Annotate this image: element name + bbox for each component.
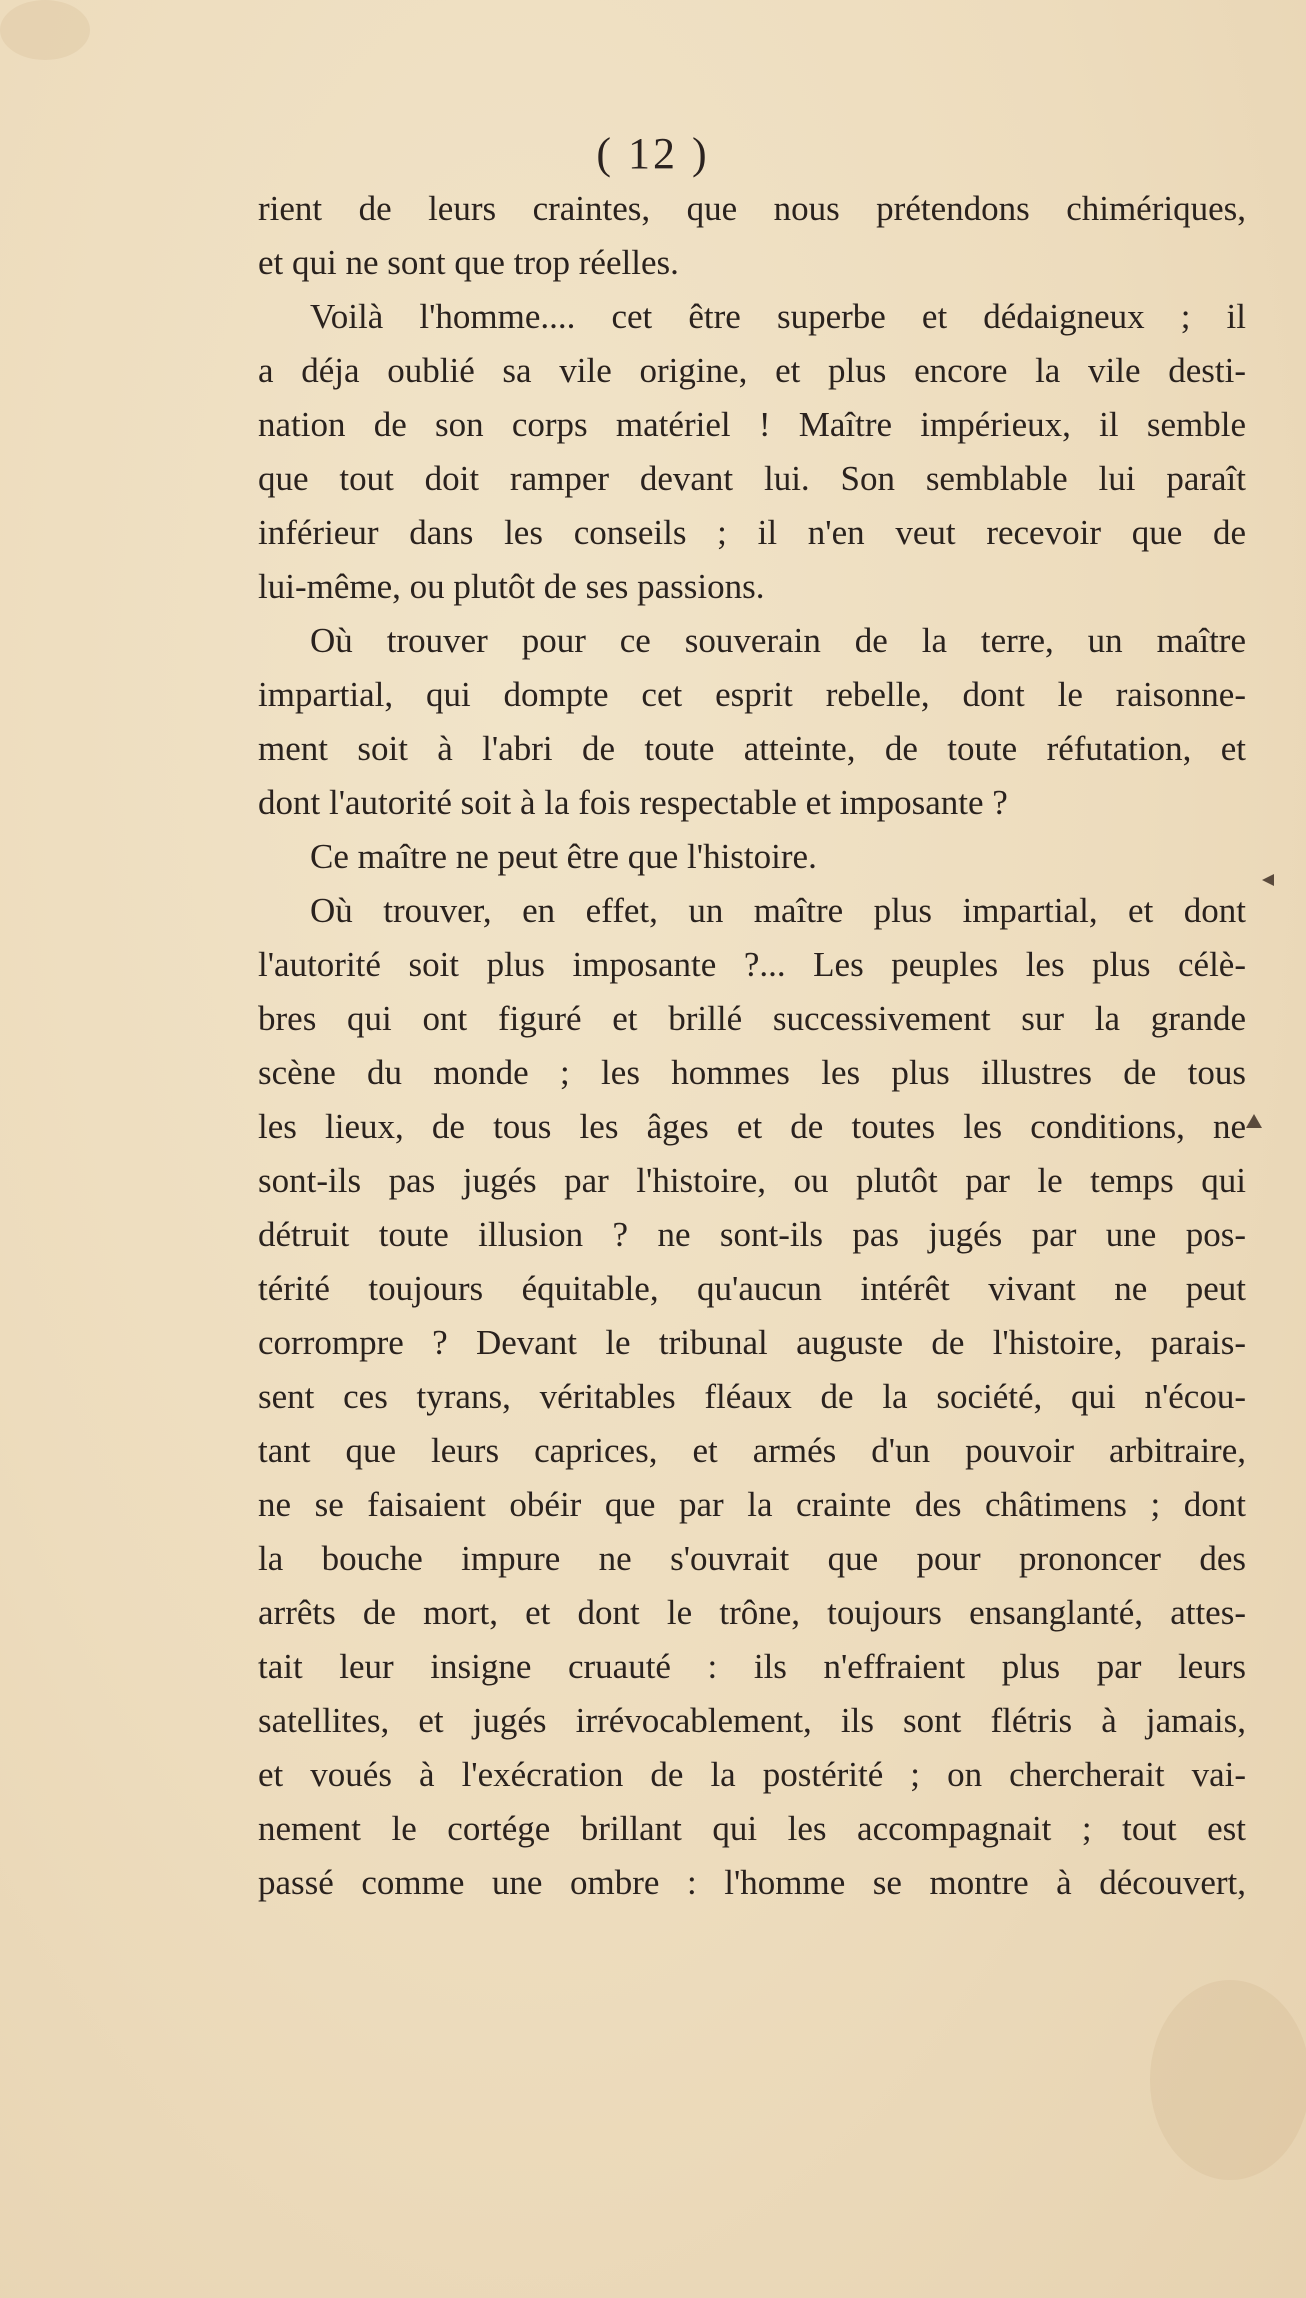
text-line: nation de son corps matériel ! Maître impérieux, il semble (258, 405, 1246, 444)
text-line: sont-ils pas jugés par l'histoire, ou plutôt par le temps qui (258, 1161, 1246, 1200)
text-line: Ce maître ne peut être que l'histoire. (310, 837, 817, 876)
text-line: a déja oublié sa vile origine, et plus encore la vile desti- (258, 351, 1246, 390)
text-line: tait leur insigne cruauté : ils n'effraient plus par leurs (258, 1647, 1246, 1686)
text-line: l'autorité soit plus imposante ?... Les peuples les plus célè- (258, 945, 1246, 984)
text-line: passé comme une ombre : l'homme se montre à découvert, (258, 1863, 1246, 1902)
text-line: et qui ne sont que trop réelles. (258, 243, 679, 282)
text-line: dont l'autorité soit à la fois respectable et imposante ? (258, 783, 1008, 822)
paper-stain (0, 0, 90, 60)
text-line: corrompre ? Devant le tribunal auguste de l'histoire, parais- (258, 1323, 1246, 1362)
text-line: ne se faisaient obéir que par la crainte des châtimens ; dont (258, 1485, 1246, 1524)
text-line: que tout doit ramper devant lui. Son semblable lui paraît (258, 459, 1246, 498)
page-number: ( 12 ) (596, 129, 710, 178)
paper-stain (1150, 1980, 1306, 2180)
text-line: nement le cortége brillant qui les accompagnait ; tout est (258, 1809, 1246, 1848)
text-line: bres qui ont figuré et brillé successivement sur la grande (258, 999, 1246, 1038)
margin-arrow-icon (1262, 872, 1282, 888)
body-text (258, 182, 1246, 1910)
text-line: inférieur dans les conseils ; il n'en veut recevoir que de (258, 513, 1246, 552)
text-line: rient de leurs craintes, que nous prétendons chimériques, (258, 189, 1246, 228)
text-line: Où trouver pour ce souverain de la terre, un maître (310, 621, 1246, 660)
text-line: impartial, qui dompte cet esprit rebelle, dont le raisonne- (258, 675, 1246, 714)
text-line: Où trouver, en effet, un maître plus impartial, et dont (310, 891, 1246, 930)
text-line: scène du monde ; les hommes les plus illustres de tous (258, 1053, 1246, 1092)
text-line: satellites, et jugés irrévocablement, ils sont flétris à jamais, (258, 1701, 1246, 1740)
text-line: la bouche impure ne s'ouvrait que pour prononcer des (258, 1539, 1246, 1578)
text-line: sent ces tyrans, véritables fléaux de la société, qui n'écou- (258, 1377, 1246, 1416)
margin-triangle-icon (1244, 1112, 1264, 1130)
text-line: les lieux, de tous les âges et de toutes les conditions, ne (258, 1107, 1246, 1146)
text-line: détruit toute illusion ? ne sont-ils pas jugés par une pos- (258, 1215, 1246, 1254)
text-line: Voilà l'homme.... cet être superbe et dédaigneux ; il (310, 297, 1246, 336)
text-line: térité toujours équitable, qu'aucun intérêt vivant ne peut (258, 1269, 1246, 1308)
text-line: tant que leurs caprices, et armés d'un pouvoir arbitraire, (258, 1431, 1246, 1470)
text-line: ment soit à l'abri de toute atteinte, de toute réfutation, et (258, 729, 1246, 768)
text-line: lui-même, ou plutôt de ses passions. (258, 567, 765, 606)
text-line: arrêts de mort, et dont le trône, toujours ensanglanté, attes- (258, 1593, 1246, 1632)
text-line: et voués à l'exécration de la postérité ; on chercherait vai- (258, 1755, 1246, 1794)
